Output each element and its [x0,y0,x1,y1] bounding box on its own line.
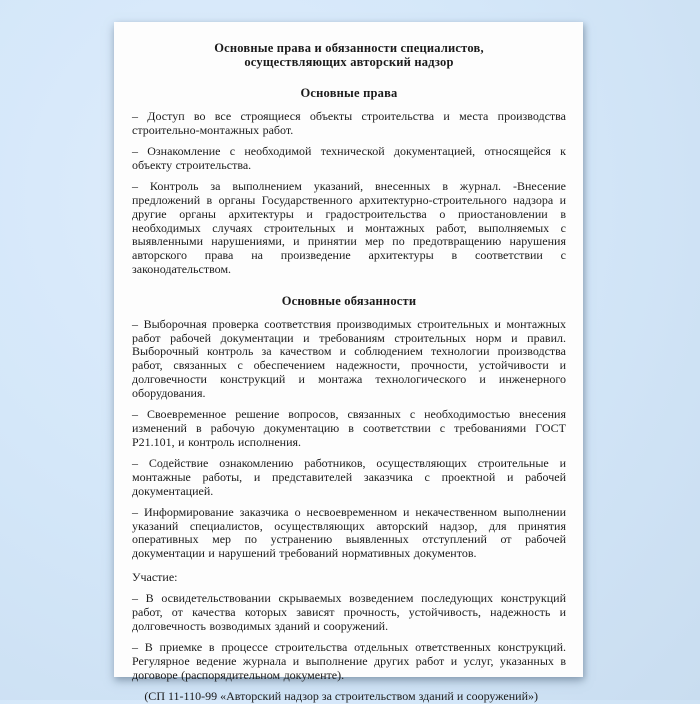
document-title-line-2: осуществляющих авторский надзор [244,55,454,69]
document-title-line-1: Основные права и обязанности специалистов, [214,41,484,55]
rights-paragraph-2: – Ознакомление с необходимой технической документацией, относящейся к объекту строительства. [132,144,566,172]
duties-paragraph-4: – Информирование заказчика о несвоевременном и некачественном выполнении указаний специалистов, осуществляющих авторский надзор, для принятия оперативных мер по устранению выявленных отступлений от рабочей документации и нарушений требований нормативных документов. [132,504,566,561]
duties-paragraph-2: – Своевременное решение вопросов, связанных с необходимостью внесения изменений в рабочую документацию в соответствии с требованиями ГОСТ Р21.101, и контроль исполнения. [132,407,566,449]
document-page [114,22,583,704]
duties-paragraph-3: – Содействие ознакомлению работников, осуществляющих строительные и монтажные работы, и представителей заказчика с проектной и рабочей документацией. [132,455,566,498]
participation-label: Участие: [132,570,178,585]
section-heading-rights: Основные права [300,86,398,100]
section-heading-duties: Основные обязанности [281,293,417,308]
rights-paragraph-3: – Контроль за выполнением указаний, внесенных в журнал. -Внесение предложений в органы Государственного архитектурно-строительного надзора и другие органы архитектуры и градостроительства о приостановлении в необходимых случаях строительных и монтажных работ, выполняемых с выявленными нарушениями, и принятии мер по предотвращению нарушения авторского права на произведение архитектуры в соответствии с законодательством. [132,179,566,276]
duties-paragraph-1: – Выборочная проверка соответствия производимых строительных и монтажных работ рабочей документации и требованиям строительных норм и правил. Выборочный контроль за качеством и соблюдением технологии производства работ, связанных с обеспечением надежности, прочности, устойчивости и долговечности конструкций и монтажа технологического и инженерного оборудования. [132,316,566,400]
document-citation: (СП 11-110-99 «Авторский надзор за строительством зданий и сооружений») [144,689,538,704]
rights-paragraph-1: – Доступ во все строящиеся объекты строительства и места производства строительно-монтажных работ. [132,109,566,137]
document-title [132,41,566,69]
participation-paragraph-2: – В приемке в процессе строительства отдельных ответственных конструкций. Регулярное ведение журнала и выполнение других работ и услуг, указанных в договоре (распорядительном документе). [132,640,566,682]
participation-paragraph-1: – В освидетельствовании скрываемых возведением последующих конструкций работ, от качества которых зависят прочность, устойчивость, надежность и долговечность возводимых зданий и сооружений. [132,591,566,633]
